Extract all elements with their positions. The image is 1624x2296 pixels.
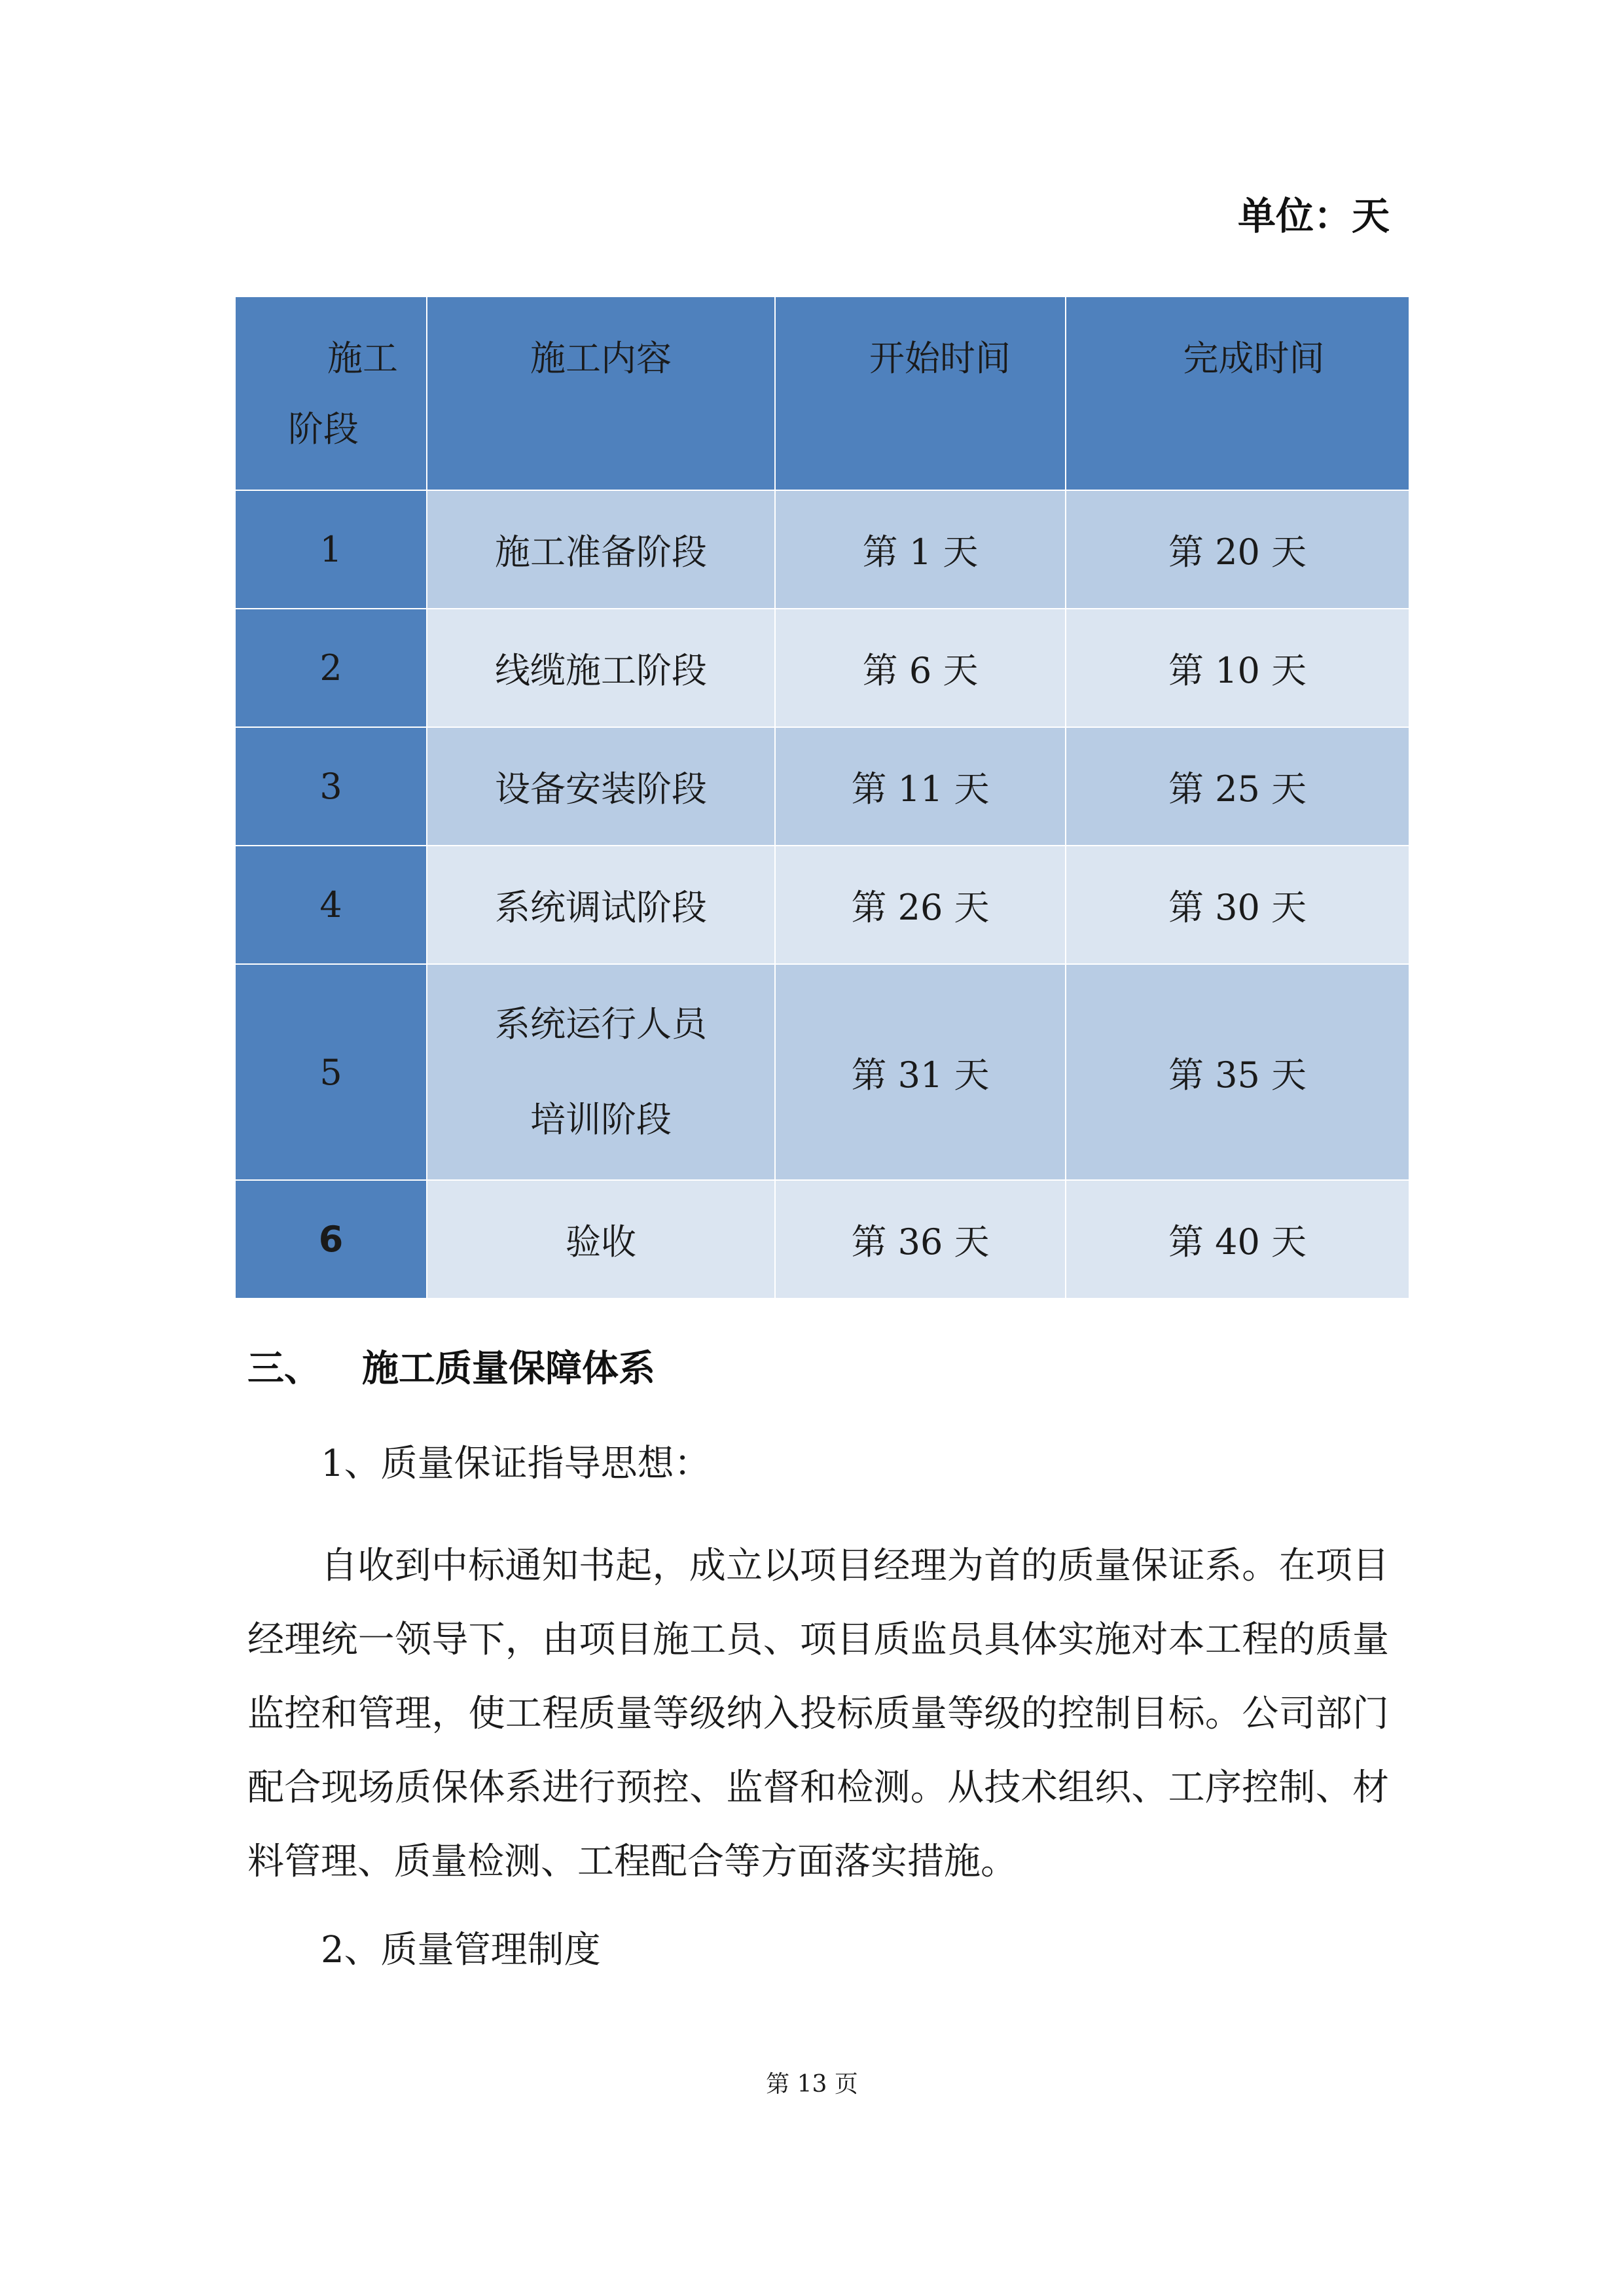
table-row — [235, 846, 1409, 964]
row-end: 第 40 天 — [1066, 1180, 1409, 1299]
header-end: 完成时间 — [1066, 296, 1409, 490]
row-content: 设备安装阶段 — [427, 727, 775, 846]
section-number: 三、 — [247, 1348, 321, 1390]
row-content: 验收 — [427, 1180, 775, 1299]
row-end: 第 10 天 — [1066, 609, 1409, 727]
table-row — [235, 964, 1409, 1180]
row-index: 3 — [235, 727, 427, 846]
header-stage — [235, 296, 427, 490]
row-content: 线缆施工阶段 — [427, 609, 775, 727]
page-footer: 第 13 页 — [766, 2071, 858, 2098]
table-row — [235, 609, 1409, 727]
body-paragraph: 自收到中标通知书起，成立以项目经理为首的质量保证系。在项目经理统一领导下，由项目施工员、项目质监员具体实施对本工程的质量监控和管理，使工程质量等级纳入投标质量等级的控制目标。公司部门配合现场质保体系进行预控、监督和检测。从技术组织、工序控制、材料管理、质量检测、工程配合等方面落实措施。 — [247, 1545, 1389, 1883]
table-row — [235, 1180, 1409, 1299]
row-start: 第 26 天 — [775, 846, 1066, 964]
row-index: 2 — [235, 609, 427, 727]
schedule-table — [234, 296, 1410, 1299]
row-start: 第 6 天 — [775, 609, 1066, 727]
subsection-heading-2: 2、质量管理制度 — [321, 1929, 601, 1971]
row-content: 施工准备阶段 — [427, 490, 775, 609]
row-start: 第 1 天 — [775, 490, 1066, 609]
table-row — [235, 490, 1409, 609]
row-content — [427, 964, 775, 1180]
row-index: 1 — [235, 490, 427, 609]
row-end: 第 20 天 — [1066, 490, 1409, 609]
row-start: 第 36 天 — [775, 1180, 1066, 1299]
row-index: 5 — [235, 964, 427, 1180]
row-end: 第 35 天 — [1066, 964, 1409, 1180]
row-content: 系统调试阶段 — [427, 846, 775, 964]
row-start: 第 11 天 — [775, 727, 1066, 846]
row-content-line1: 系统运行人员 — [495, 1003, 707, 1045]
row-end: 第 25 天 — [1066, 727, 1409, 846]
section-heading — [247, 1343, 655, 1395]
table-header-row — [235, 296, 1409, 490]
section-title: 施工质量保障体系 — [362, 1348, 655, 1390]
row-index: 6 — [235, 1180, 427, 1299]
header-start: 开始时间 — [775, 296, 1066, 490]
header-stage-line1: 施工 — [327, 338, 398, 379]
subsection-heading-1: 1、质量保证指导思想： — [321, 1443, 711, 1485]
unit-label: 单位：天 — [1237, 194, 1390, 238]
row-end: 第 30 天 — [1066, 846, 1409, 964]
row-content-line2: 培训阶段 — [530, 1099, 672, 1140]
header-content: 施工内容 — [427, 296, 775, 490]
header-stage-line2: 阶段 — [288, 408, 359, 450]
table-row — [235, 727, 1409, 846]
row-start: 第 31 天 — [775, 964, 1066, 1180]
row-index: 4 — [235, 846, 427, 964]
